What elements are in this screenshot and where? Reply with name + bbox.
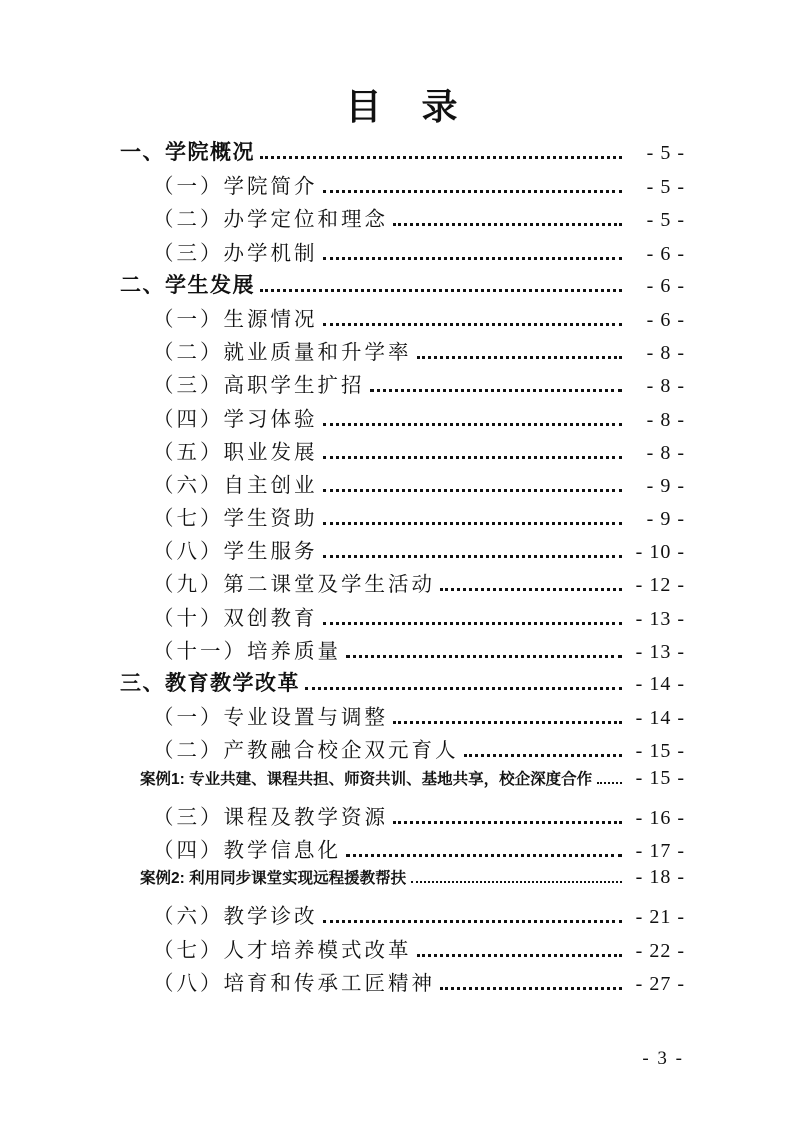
toc-page-number: - 6 - [646,274,685,297]
toc-entry-label: （四）教学信息化 [153,839,341,862]
toc-entry-label: 二、学生发展 [120,272,255,297]
toc-leader [323,257,623,260]
toc-leader [464,754,623,757]
toc-entry [120,368,685,401]
toc-leader [323,622,623,625]
toc-page-number: - 16 - [635,806,685,829]
toc-entry-label: （一）生源情况 [153,308,318,331]
toc-entry [120,501,685,534]
toc-entry [120,269,685,302]
toc-entry-label: （三）办学机制 [153,242,318,265]
toc-page-number: - 12 - [635,574,685,597]
toc-entry [120,136,685,169]
toc-entry [120,833,685,866]
toc-page-number: - 8 - [646,375,685,398]
toc-entry-label: （七）人才培养模式改革 [153,939,412,962]
toc-leader [260,289,622,292]
toc-page-number: - 5 - [646,142,685,164]
toc-entry [120,402,685,435]
toc-entry-label: （三）课程及教学资源 [153,806,388,829]
toc-entry [120,468,685,501]
toc-leader [393,721,622,724]
toc-page-number: - 9 - [646,474,685,497]
toc-leader [393,223,622,226]
toc-leader [417,954,623,957]
toc-leader [323,323,623,326]
toc-leader [323,456,623,459]
toc-entry-label: （一）专业设置与调整 [153,707,388,730]
toc-leader [346,854,622,857]
toc-entry [120,700,685,733]
toc-leader [346,655,622,658]
toc-entry [120,667,685,700]
toc-entry [120,435,685,468]
toc-entry [120,800,685,833]
toc-entry-label: （二）产教融合校企双元育人 [153,740,459,763]
toc-entry-label: （二）办学定位和理念 [153,209,388,232]
toc-leader [323,920,623,923]
toc-leader [323,555,623,558]
toc-page-number: - 18 - [635,866,685,889]
toc-leader [393,821,622,824]
toc-entry [120,302,685,335]
toc-leader [323,522,623,525]
toc-entry [120,202,685,235]
toc-entry [120,933,685,966]
toc-entry [120,169,685,202]
toc-page-number: - 8 - [646,342,685,365]
toc-leader [440,588,622,591]
toc-page-number: - 27 - [635,972,685,995]
toc-entry-label: （一）学院简介 [153,176,318,199]
toc-entry-label: （七）学生资助 [153,508,318,531]
toc-page-number: - 9 - [646,508,685,531]
toc-entry [120,567,685,600]
toc-page-number: - 22 - [635,939,685,962]
toc-entry-label: （九）第二课堂及学生活动 [153,574,435,597]
toc-page-number: - 17 - [635,839,685,862]
toc-leader [260,156,622,159]
toc-leader [597,782,622,784]
page-title: 目 录 [345,87,460,127]
toc-entry-label: （五）职业发展 [153,441,318,464]
toc-entry [120,236,685,269]
toc-entry [120,634,685,667]
toc-leader [370,389,623,392]
toc-entry-label: 案例1: 专业共建、课程共担、师资共训、基地共享，校企深度合作 [140,770,593,788]
toc-entry-label: （四）学习体验 [153,408,318,431]
toc-entry-label: 一、学院概况 [120,140,255,164]
toc-page-number: - 15 - [635,766,685,789]
toc-leader [323,489,623,492]
toc-page-number: - 14 - [635,707,685,730]
toc-page-number: - 6 - [646,308,685,331]
toc-leader [305,687,622,690]
toc-leader [440,987,622,990]
toc-entry-label: （八）学生服务 [153,541,318,564]
toc-page-number: - 8 - [646,408,685,431]
toc-entry-label: 三、教育教学改革 [120,671,300,695]
toc-leader [323,423,623,426]
toc-page-number: - 5 - [646,209,685,232]
toc-entry [120,733,685,766]
toc-page-number: - 13 - [635,607,685,630]
toc-leader [411,881,622,883]
toc-entry-label: （十一）培养质量 [153,640,341,663]
toc-entry-label: （十）双创教育 [153,607,318,630]
toc-entry [120,899,685,932]
toc-entry-label: （三）高职学生扩招 [153,375,365,398]
toc-entry-label: （二）就业质量和升学率 [153,342,412,365]
toc-entry [120,335,685,368]
toc-page-number: - 13 - [635,640,685,663]
toc-page-number: - 21 - [635,906,685,929]
toc-entry-label: （六）自主创业 [153,474,318,497]
toc-entry [120,601,685,634]
toc-page-number: - 10 - [635,541,685,564]
toc-list [120,136,685,999]
toc-entry-label: 案例2: 利用同步课堂实现远程援教帮扶 [140,870,407,888]
toc-page-number: - 8 - [646,441,685,464]
toc-leader [323,190,623,193]
toc-entry-label: （八）培育和传承工匠精神 [153,972,435,995]
toc-entry [120,866,685,899]
footer-page-number: - 3 - [642,1048,684,1069]
toc-page-number: - 5 - [646,176,685,199]
toc-entry [120,966,685,999]
toc-page-number: - 14 - [635,673,685,695]
toc-leader [417,356,623,359]
toc-entry-label: （六）教学诊改 [153,906,318,929]
toc-page-number: - 15 - [635,740,685,763]
toc-page-number: - 6 - [646,242,685,265]
toc-entry [120,534,685,567]
toc-entry [120,767,685,800]
